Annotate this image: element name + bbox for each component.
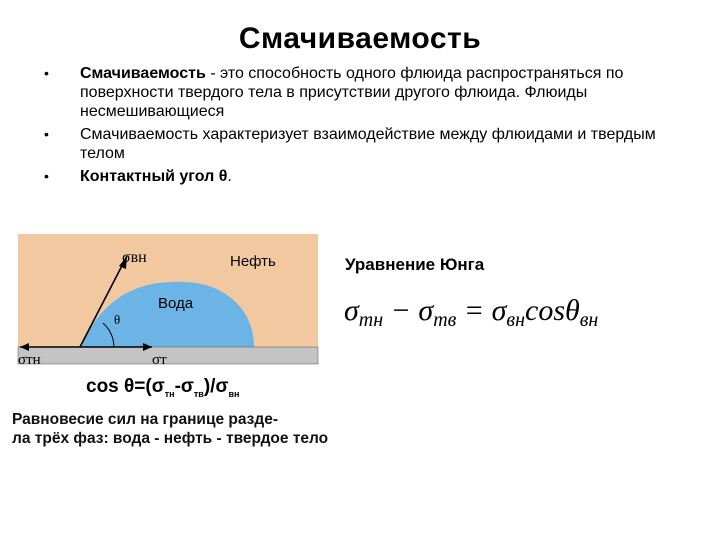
solid-surface [18, 347, 318, 364]
figure-caption: Равновесие сил на границе разде- ла трёх фаз: вода - нефть - твердое тело [12, 411, 329, 447]
bullet-item [44, 167, 664, 186]
bullet-dot-icon: • [44, 168, 49, 184]
eq-symbol: σ [418, 294, 434, 327]
eq-function: cos [525, 294, 565, 327]
formula-part: -σ [174, 376, 194, 397]
eq-symbol: σ [491, 294, 507, 327]
bullet-dot-icon: • [44, 65, 49, 81]
eq-symbol: θ [565, 294, 580, 327]
label-theta: θ [114, 312, 121, 327]
eq-subscript: тн [358, 309, 384, 331]
eq-subscript: вн [579, 309, 599, 331]
label-sigma-vn: σвн [122, 249, 147, 266]
bullet-item [44, 64, 664, 121]
contact-angle-formula [86, 376, 239, 399]
label-oil: Нефть [230, 253, 276, 270]
label-water: Вода [158, 295, 194, 312]
wetting-diagram [10, 232, 322, 372]
young-equation [344, 294, 598, 332]
formula-part: )/σ [203, 376, 229, 397]
label-sigma-t: σт [152, 352, 167, 368]
formula-sub: вн [228, 388, 240, 399]
eq-subscript: вн [506, 309, 525, 331]
bullet-list [44, 64, 664, 190]
bullet-text: Смачиваемость характеризует взаимодействие между флюидами и твердым телом [80, 126, 656, 162]
eq-symbol: σ [344, 294, 359, 327]
formula-part: cos θ=(σ [86, 376, 165, 397]
formula-sub: тв [193, 388, 204, 399]
bullet-term: Смачиваемость [80, 65, 206, 82]
formula-sub: тн [164, 388, 175, 399]
eq-operator: − [383, 294, 419, 327]
bullet-text: . [227, 168, 232, 185]
bullet-dot-icon: • [44, 126, 49, 142]
eq-subscript: тв [433, 309, 457, 331]
slide-title: Смачиваемость [238, 22, 482, 55]
eq-operator: = [456, 294, 492, 327]
bullet-item [44, 125, 664, 163]
bullet-term: Контактный угол θ [80, 168, 228, 185]
label-sigma-tn: σтн [18, 352, 41, 368]
young-equation-title: Уравнение Юнга [345, 255, 485, 274]
bullet-text: - это способность одного флюида распространяться по поверхности твердого тела в присутствии другого флюида. Флюиды несмешивающиеся [80, 65, 624, 120]
